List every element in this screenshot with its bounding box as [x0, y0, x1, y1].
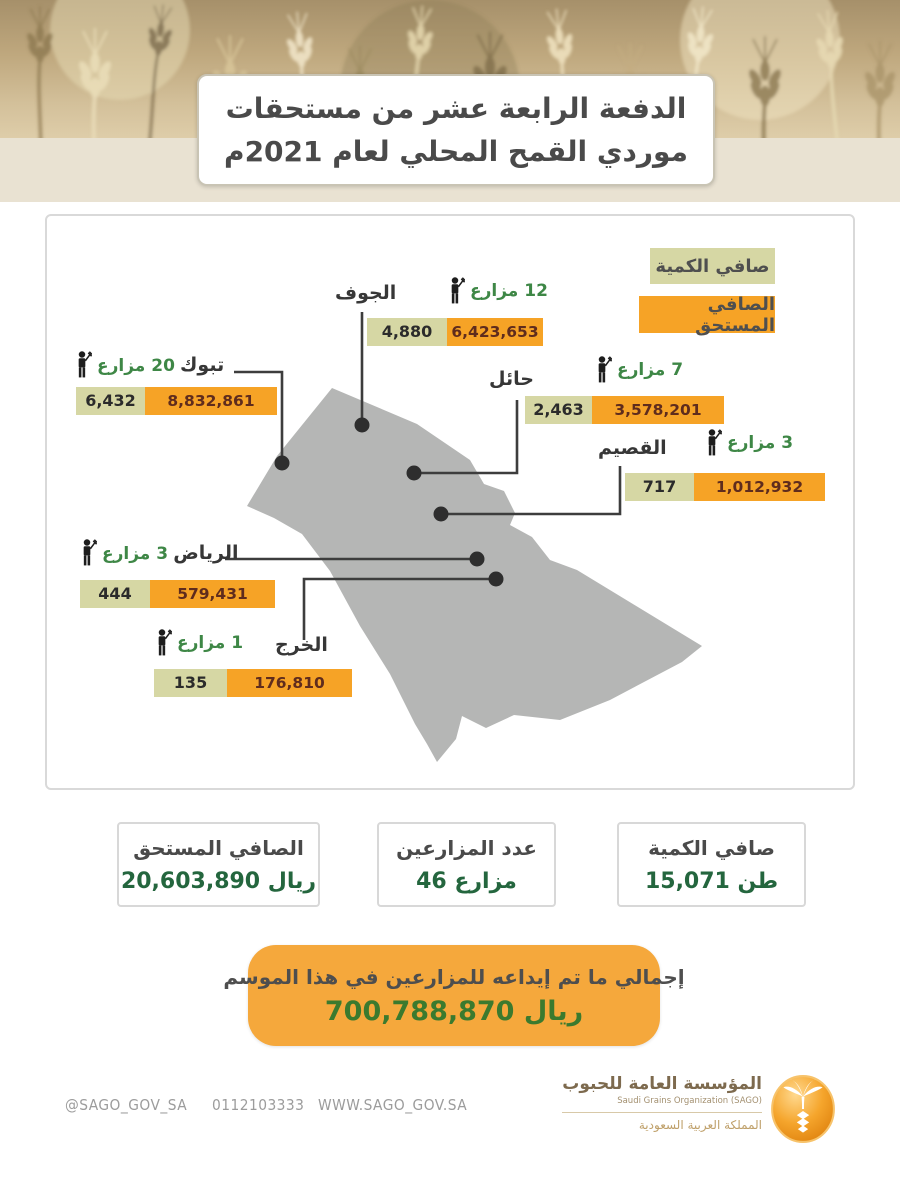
map-dot-jouf [355, 418, 370, 433]
map-dot-hail [407, 466, 422, 481]
region-qassim-name: القصيم [598, 437, 667, 459]
season-total-value: 700,788,870 ريال [324, 995, 584, 1027]
region-hail-farmers: 7 مزارع [617, 359, 684, 380]
region-riyadh-name: الرياض [173, 541, 239, 564]
region-tabuk-quantity-bar: 6,432 [76, 387, 145, 415]
org-name-arabic: المؤسسة العامة للحبوب [562, 1074, 762, 1094]
region-kharj-farmers-block [152, 628, 243, 657]
region-qassim-farmers-block [702, 428, 793, 457]
region-hail-amount-bar: 3,578,201 [592, 396, 724, 424]
region-jouf-amount-bar: 6,423,653 [447, 318, 543, 346]
sago-emblem-icon [770, 1074, 836, 1144]
logo-divider [562, 1112, 762, 1113]
region-jouf-bars [367, 318, 543, 346]
region-jouf-quantity-bar: 4,880 [367, 318, 447, 346]
total-quantity-value: 15,071 طن [644, 868, 779, 894]
region-tabuk-bars [76, 387, 277, 415]
region-riyadh-quantity-bar: 444 [80, 580, 150, 608]
region-qassim-bars [625, 473, 825, 501]
country-name: المملكة العربية السعودية [638, 1118, 762, 1132]
season-total-title: إجمالي ما تم إيداعه للمزارعين في هذا الموسم [223, 964, 685, 989]
org-name-english: Saudi Grains Organization (SAGO) [617, 1096, 762, 1106]
sago-logo-text [562, 1074, 762, 1132]
region-hail-farmers-block [592, 355, 683, 384]
farmer-icon [77, 538, 97, 567]
title-card [197, 74, 715, 186]
region-tabuk-farmers-block [72, 350, 224, 379]
total-quantity-box [617, 822, 806, 907]
map-dot-tabuk [275, 456, 290, 471]
line-tabuk [234, 372, 282, 463]
region-qassim-quantity-bar: 717 [625, 473, 694, 501]
farmer-icon [152, 628, 172, 657]
region-jouf-farmers-block [445, 276, 548, 305]
region-qassim-farmers: 3 مزارع [727, 432, 794, 453]
region-hail-bars [525, 396, 724, 424]
region-kharj-amount-bar: 176,810 [227, 669, 352, 697]
region-kharj-quantity-bar: 135 [154, 669, 227, 697]
region-riyadh-bars [80, 580, 275, 608]
total-net-due-label: الصافي المستحق [133, 835, 304, 860]
total-net-due-box [117, 822, 320, 907]
season-total-banner [223, 945, 685, 1046]
region-riyadh-farmers: 3 مزارع [102, 543, 169, 564]
sago-logo-block [560, 1072, 850, 1152]
website-url: WWW.SAGO_GOV.SA [318, 1096, 468, 1114]
region-kharj-farmers: 1 مزارع [177, 632, 244, 653]
region-hail-quantity-bar: 2,463 [525, 396, 592, 424]
map-dot-qassim [434, 507, 449, 522]
region-tabuk-amount-bar: 8,832,861 [145, 387, 277, 415]
region-tabuk-farmers: 20 مزارع [97, 355, 175, 376]
total-farmers-label: عدد المزارعين [396, 835, 537, 860]
region-qassim-amount-bar: 1,012,932 [694, 473, 825, 501]
page-title-line1: الدفعة الرابعة عشر من مستحقات [225, 91, 687, 125]
region-jouf-farmers: 12 مزارع [470, 280, 548, 301]
legend-net-quantity: صافي الكمية [650, 248, 775, 284]
map-panel [45, 214, 855, 790]
total-farmers-value: 46 مزارع [416, 868, 517, 894]
region-tabuk-name: تبوك [180, 353, 225, 376]
map-dot-riyadh [470, 552, 485, 567]
farmer-icon [592, 355, 612, 384]
page-title-line2: موردي القمح المحلي لعام 2021م [224, 135, 688, 168]
legend-net-due: الصافي المستحق [639, 296, 775, 333]
social-handle: @SAGO_GOV_SA [65, 1096, 188, 1114]
region-riyadh-amount-bar: 579,431 [150, 580, 275, 608]
region-riyadh-farmers-block [77, 538, 238, 567]
region-kharj-bars [154, 669, 352, 697]
farmer-icon [702, 428, 722, 457]
total-quantity-label: صافي الكمية [648, 835, 775, 860]
region-hail-name: حائل [489, 368, 534, 390]
total-farmers-box [377, 822, 556, 907]
farmer-icon [72, 350, 92, 379]
map-dot-kharj [489, 572, 504, 587]
region-jouf-name: الجوف [335, 282, 397, 304]
farmer-icon [445, 276, 465, 305]
phone-number: 0112103333 [212, 1096, 305, 1114]
region-kharj-name: الخرج [275, 634, 328, 656]
total-net-due-value: 20,603,890 ريال [120, 868, 317, 894]
